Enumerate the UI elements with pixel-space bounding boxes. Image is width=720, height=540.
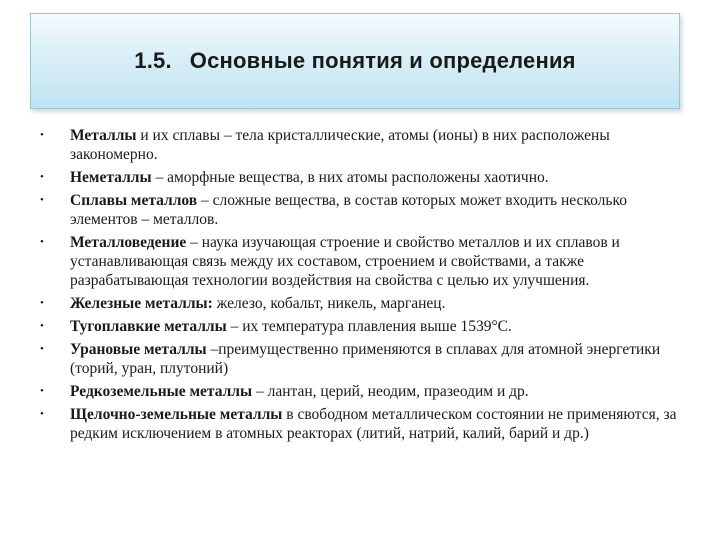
item-definition: – их температура плавления выше 1539°С. [226, 318, 512, 335]
item-text [70, 382, 686, 401]
item-term: Металлы [70, 127, 137, 144]
bullet-icon: • [40, 343, 44, 355]
item-definition: и их сплавы – тела кристаллические, атомы (ионы) в них расположены закономерно. [70, 127, 610, 163]
section-title: Основные понятия и определения [189, 48, 576, 73]
item-term: Редкоземельные металлы [70, 383, 253, 400]
slide-title [134, 48, 575, 74]
item-text [70, 126, 686, 164]
item-term: Щелочно-земельные металлы [70, 406, 283, 423]
item-definition: – наука изучающая строение и свойство металлов и их сплавов и устанавливающая связь между их составом, строением и свойствами, а также разрабатывающая технологии воздействия на свойства с целью их улучшения. [70, 234, 620, 289]
definitions-list [36, 126, 686, 447]
bullet-icon: • [40, 171, 44, 183]
item-term: Металловедение [70, 234, 187, 251]
item-term: Сплавы металлов [70, 192, 198, 209]
list-item [36, 317, 686, 336]
bullet-icon: • [40, 385, 44, 397]
list-item [36, 191, 686, 229]
list-item [36, 168, 686, 187]
bullet-icon: • [40, 194, 44, 206]
item-definition: – лантан, церий, неодим, празеодим и др. [252, 383, 529, 400]
item-text [70, 233, 686, 290]
title-banner [30, 13, 680, 109]
bullet-icon: • [40, 236, 44, 248]
item-definition: – аморфные вещества, в них атомы расположены хаотично. [151, 169, 549, 186]
item-term: Железные металлы: [70, 295, 213, 312]
item-term: Неметаллы [70, 169, 152, 186]
list-item [36, 294, 686, 313]
bullet-icon: • [40, 320, 44, 332]
list-item [36, 340, 686, 378]
item-definition: –преимущественно применяются в сплавах для атомной энергетики (торий, уран, плутоний) [70, 341, 661, 377]
list-item [36, 405, 686, 443]
item-text [70, 191, 686, 229]
item-text [70, 317, 686, 336]
list-item [36, 382, 686, 401]
item-text [70, 168, 686, 187]
list-item [36, 126, 686, 164]
item-definition: в свободном металлическом состоянии не применяются, за редким исключением в атомных реакторах (литий, натрий, калий, барий и др.) [70, 406, 677, 442]
item-term: Урановые металлы [70, 341, 207, 358]
item-text [70, 405, 686, 443]
bullet-icon: • [40, 297, 44, 309]
item-text [70, 294, 686, 313]
item-text [70, 340, 686, 378]
item-term: Тугоплавкие металлы [70, 318, 227, 335]
list-item [36, 233, 686, 290]
bullet-icon: • [40, 408, 44, 420]
item-definition: железо, кобальт, никель, марганец. [212, 295, 446, 312]
bullet-icon: • [40, 129, 44, 141]
section-number: 1.5. [134, 48, 172, 73]
item-definition: – сложные вещества, в состав которых может входить несколько элементов – металлов. [70, 192, 627, 228]
